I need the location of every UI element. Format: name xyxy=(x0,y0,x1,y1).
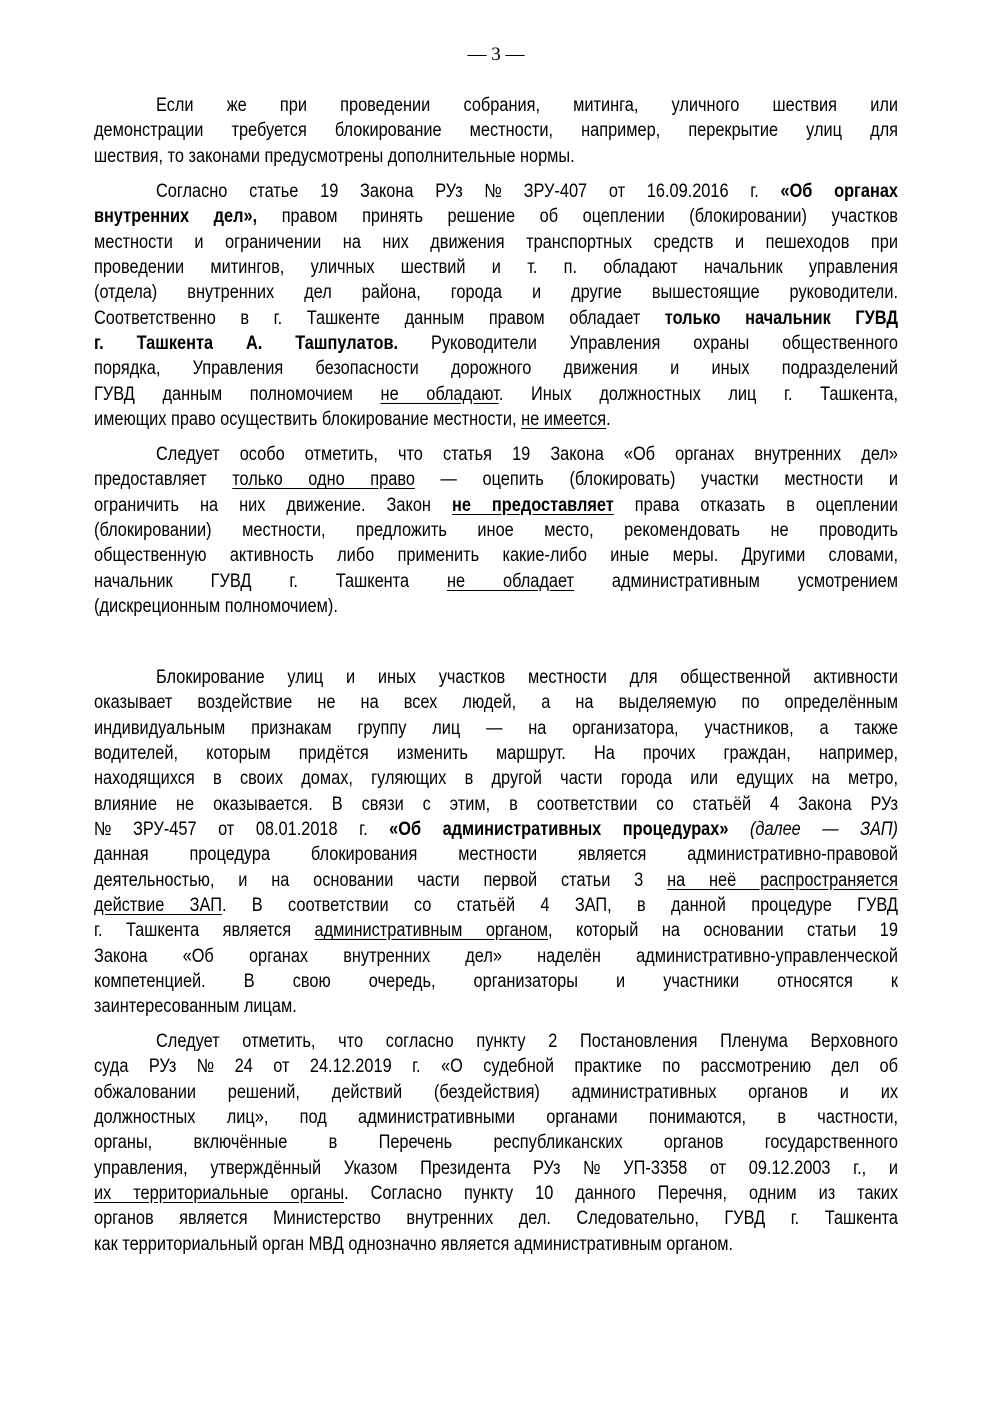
text-span: . Иных должностных лиц г. Ташкента, xyxy=(498,383,899,405)
text-line xyxy=(94,944,898,969)
text-line xyxy=(94,407,898,432)
text-line xyxy=(94,766,898,791)
text-line xyxy=(94,255,898,280)
text-line xyxy=(94,280,898,305)
text-line xyxy=(94,1105,898,1130)
text-span: индивидуальным признакам группу лиц — на организатора, участников, а также xyxy=(94,717,898,739)
text-line xyxy=(94,792,898,817)
text-line xyxy=(94,817,898,842)
text-span: проведении митингов, уличных шествий и т. п. обладают начальник управления xyxy=(94,257,898,279)
text-line xyxy=(94,594,898,619)
text-span: ГУВД данным полномочием xyxy=(94,383,381,405)
text-span: данная процедура блокирования местности является административно-правовой xyxy=(94,844,898,866)
text-span: обжаловании решений, действий (бездействия) административных органов и их xyxy=(94,1081,899,1103)
text-span: заинтересованным лицам. xyxy=(94,996,297,1018)
underlined-text: не предоставляет xyxy=(451,494,614,516)
text-line xyxy=(94,716,898,741)
text-line xyxy=(94,868,898,893)
text-span: . В соответствии со статьёй 4 ЗАП, в данной процедуре ГУВД xyxy=(221,895,898,917)
text-line xyxy=(94,204,898,229)
bold-text: внутренних дел», xyxy=(94,206,258,228)
text-line xyxy=(94,93,898,118)
text-span: права отказать в оцеплении xyxy=(613,494,898,516)
text-line xyxy=(94,306,898,331)
text-span: правом принять решение об оцеплении (блокировании) участков xyxy=(257,206,898,228)
text-line xyxy=(94,969,898,994)
text-span: № ЗРУ-457 от 08.01.2018 г. xyxy=(94,819,390,841)
bold-text: «Об административных процедурах» xyxy=(389,819,729,841)
text-span: начальник ГУВД г. Ташкента xyxy=(94,570,447,592)
underlined-text: их территориальные органы xyxy=(94,1183,345,1205)
text-span: (блокировании) местности, предложить иное место, рекомендовать не проводить xyxy=(94,520,899,542)
underlined-text: действие ЗАП xyxy=(94,895,222,917)
text-line xyxy=(94,1156,898,1181)
bold-text: только начальник ГУВД xyxy=(664,307,899,329)
text-line xyxy=(94,842,898,867)
text-line xyxy=(94,179,898,204)
text-span: деятельностью, и на основании части первой статьи 3 xyxy=(94,869,668,891)
text-span: ограничить на них движение. Закон xyxy=(94,494,452,516)
text-span: компетенцией. В свою очередь, организаторы и участники относятся к xyxy=(94,971,899,993)
text-line xyxy=(94,1232,898,1257)
text-line xyxy=(94,741,898,766)
underlined-text: не обладают xyxy=(380,383,499,405)
italic-text: (далее — ЗАП) xyxy=(749,819,898,841)
text-line xyxy=(94,1054,898,1079)
text-line xyxy=(94,118,898,143)
text-span: органов является Министерство внутренних дел. Следовательно, ГУВД г. Ташкента xyxy=(94,1208,899,1230)
text-span: Согласно статье 19 Закона РУз № ЗРУ-407 от 16.09.2016 г. xyxy=(156,181,781,202)
text-line xyxy=(94,1181,898,1206)
text-span: (отдела) внутренних дел района, города и другие вышестоящие руководители. xyxy=(94,282,898,304)
text-line xyxy=(94,690,898,715)
text-span: г. Ташкента является xyxy=(94,920,315,942)
text-line xyxy=(94,382,898,407)
text-span: суда РУз № 24 от 24.12.2019 г. «О судебной практике по рассмотрению дел об xyxy=(94,1056,899,1078)
bold-text: г. Ташкента А. Ташпулатов. xyxy=(94,333,399,355)
paragraph-single-right xyxy=(94,442,898,619)
text-span: (дискреционным полномочием). xyxy=(94,596,338,618)
text-span: местности и ограничении на них движения транспортных средств и пешеходов при xyxy=(94,231,898,253)
text-span: . Согласно пункту 10 данного Перечня, одним из таких xyxy=(344,1183,899,1205)
text-span: имеющих право осуществить блокирование местности, xyxy=(94,409,522,431)
text-line xyxy=(94,994,898,1019)
text-line xyxy=(94,918,898,943)
text-span: Руководители Управления охраны общественного xyxy=(398,333,898,355)
text-span: — оцепить (блокировать) участки местности и xyxy=(414,469,898,491)
text-span: водителей, которым придётся изменить маршрут. На прочих граждан, например, xyxy=(94,743,899,765)
text-line xyxy=(94,467,898,492)
text-span: Следует особо отметить, что статья 19 Закона «Об органах внутренних дел» xyxy=(156,444,899,465)
text-line xyxy=(94,331,898,356)
text-line xyxy=(94,1080,898,1105)
text-line xyxy=(94,230,898,255)
text-line xyxy=(94,1206,898,1231)
text-span: Если же при проведении собрания, митинга, уличного шествия или xyxy=(156,95,899,116)
text-span: управления, утверждённый Указом Президента РУз № УП-3358 от 09.12.2003 г., и xyxy=(94,1157,898,1179)
text-span: . xyxy=(606,409,611,431)
text-span: общественную активность либо применить какие-либо иные меры. Другими словами, xyxy=(94,545,899,567)
text-span xyxy=(728,819,750,840)
text-span: находящихся в своих домах, гуляющих в другой части города или едущих на метро, xyxy=(94,768,899,790)
underlined-text: на неё распространяется xyxy=(667,869,899,891)
text-line xyxy=(94,442,898,467)
underlined-text: не обладает xyxy=(446,570,575,592)
text-line xyxy=(94,665,898,690)
text-span: Блокирование улиц и иных участков местности для общественной активности xyxy=(156,667,898,688)
bold-text: «Об органах xyxy=(780,181,899,202)
text-span: должностных лиц», под административными органами понимаются, в частности, xyxy=(94,1107,899,1129)
text-span: Соответственно в г. Ташкенте данным правом обладает xyxy=(94,307,665,329)
underlined-text: административным органом xyxy=(314,920,549,942)
text-line xyxy=(94,1029,898,1054)
text-line xyxy=(94,518,898,543)
text-span: , который на основании статьи 19 xyxy=(548,920,898,942)
text-line xyxy=(94,893,898,918)
text-span: Следует отметить, что согласно пункту 2 Постановления Пленума Верховного xyxy=(156,1031,899,1052)
text-span: демонстрации требуется блокирование местности, например, перекрытие улиц для xyxy=(94,120,899,142)
text-span: органы, включённые в Перечень республиканских органов государственного xyxy=(94,1132,898,1154)
page-number: — 3 — xyxy=(467,44,525,65)
text-span: как территориальный орган МВД однозначно является административным органом. xyxy=(94,1233,734,1255)
text-span: административным усмотрением xyxy=(574,570,899,592)
text-line xyxy=(94,569,898,594)
text-line xyxy=(94,356,898,381)
paragraph-public-events-blocking xyxy=(94,93,898,169)
text-span: Закона «Об органах внутренних дел» наделён административно-управленческой xyxy=(94,945,899,967)
text-line xyxy=(94,144,898,169)
paragraph-supreme-court-plenum xyxy=(94,1029,898,1257)
text-span: влияние не оказывается. В связи с этим, в соответствии со статьёй 4 Закона РУз xyxy=(94,793,899,815)
text-line xyxy=(94,1130,898,1155)
underlined-text: только одно право xyxy=(232,469,415,491)
underlined-text: не имеется xyxy=(521,409,607,431)
text-span: оказывает воздействие не на всех людей, а на выделяемую по определённым xyxy=(94,692,899,714)
text-span: предоставляет xyxy=(94,469,233,491)
text-span: шествия, то законами предусмотрены дополнительные нормы. xyxy=(94,145,575,167)
paragraph-internal-affairs-law xyxy=(94,179,898,432)
text-line xyxy=(94,543,898,568)
text-line xyxy=(94,493,898,518)
text-span: порядка, Управления безопасности дорожного движения и иных подразделений xyxy=(94,358,899,380)
paragraph-administrative-procedures xyxy=(94,665,898,1020)
